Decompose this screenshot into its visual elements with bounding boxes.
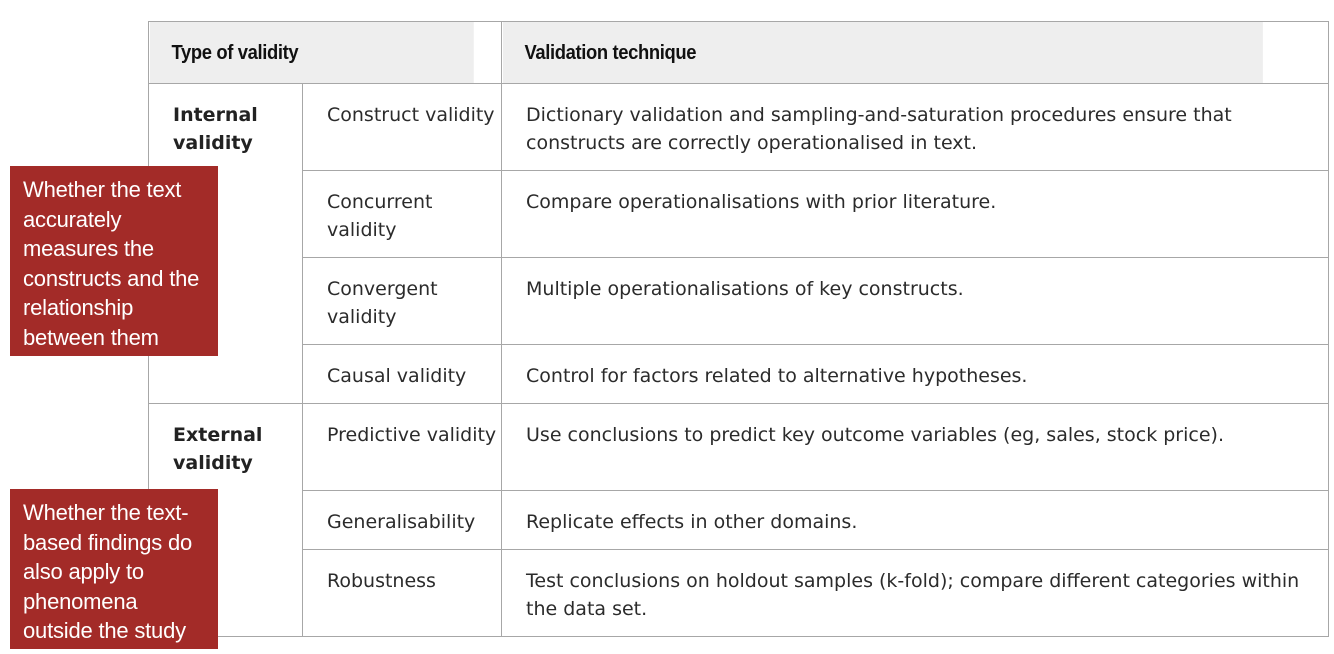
table-row: [149, 345, 1329, 404]
validity-type-cell: Predictive validity: [303, 404, 502, 491]
table-row: [149, 550, 1329, 637]
internal-validity-callout: Whether the text accurately measures the constructs and the relationship between them: [10, 166, 218, 356]
table-row: [149, 491, 1329, 550]
table-row: [149, 258, 1329, 345]
group-label-internal: Internal validity: [149, 84, 303, 404]
technique-cell: Replicate effects in other domains.: [502, 491, 1329, 550]
group-label-external: External validity: [149, 404, 303, 637]
validity-type-cell: Generalisability: [303, 491, 502, 550]
table-row: [149, 84, 1329, 171]
table-header-row: [149, 22, 1329, 84]
technique-cell: Use conclusions to predict key outcome variables (eg, sales, stock price).: [502, 404, 1329, 491]
technique-cell: Test conclusions on holdout samples (k-fold); compare different categories within the data set.: [502, 550, 1329, 637]
validity-type-cell: Causal validity: [303, 345, 502, 404]
technique-cell: Multiple operationalisations of key constructs.: [502, 258, 1329, 345]
validity-type-cell: Convergent validity: [303, 258, 502, 345]
validity-type-cell: Construct validity: [303, 84, 502, 171]
validation-technique-header: Validation technique: [502, 22, 1263, 84]
technique-cell: Control for factors related to alternative hypotheses.: [502, 345, 1329, 404]
table-row: [149, 171, 1329, 258]
technique-cell: Compare operationalisations with prior literature.: [502, 171, 1329, 258]
external-validity-callout: Whether the text-based findings do also apply to phenomena outside the study: [10, 489, 218, 649]
table-row: [149, 404, 1329, 491]
validity-type-cell: Robustness: [303, 550, 502, 637]
validity-table: [148, 21, 1329, 637]
validity-type-cell: Concurrent validity: [303, 171, 502, 258]
technique-cell: Dictionary validation and sampling-and-saturation procedures ensure that constructs are correctly operationalised in text.: [502, 84, 1329, 171]
type-of-validity-header: Type of validity: [149, 22, 474, 84]
